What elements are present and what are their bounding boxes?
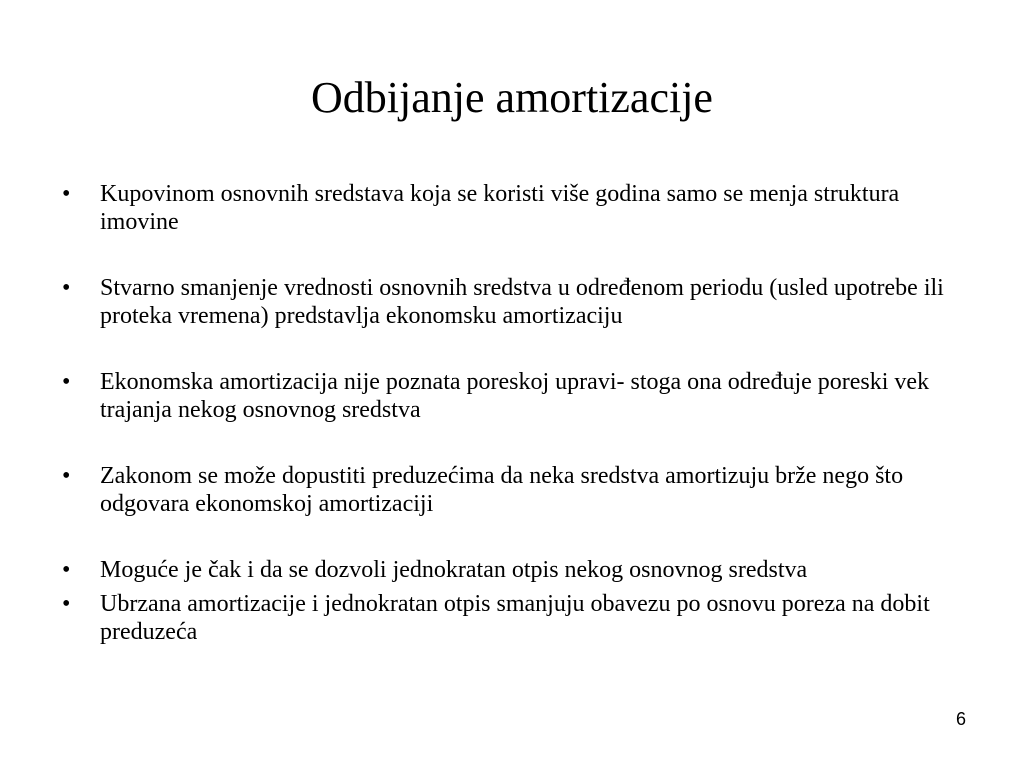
slide-title: Odbijanje amortizacije xyxy=(311,73,713,122)
bullet-text: Zakonom se može dopustiti preduzećima da neka sredstva amortizuju brže nego što odgovara ekonomskoj amortizaciji xyxy=(100,463,904,517)
bullet-list xyxy=(62,180,982,646)
bullet-text: Moguće je čak i da se dozvoli jednokratan otpis nekog osnovnog sredstva xyxy=(100,557,808,583)
bullet-item xyxy=(62,590,982,646)
bullet-icon: • xyxy=(62,557,71,583)
bullet-text: Stvarno smanjenje vrednosti osnovnih sredstva u određenom periodu (usled upotrebe ili proteka vremena) predstavlja ekonomsku amortizaciju xyxy=(100,275,944,329)
page-number: 6 xyxy=(955,709,966,729)
bullet-text: Ubrzana amortizacije i jednokratan otpis smanjuju obavezu po osnovu poreza na dobit preduzeća xyxy=(100,591,930,645)
bullet-icon: • xyxy=(62,275,71,301)
bullet-text: Kupovinom osnovnih sredstava koja se koristi više godina samo se menja struktura imovine xyxy=(100,181,900,235)
bullet-icon: • xyxy=(62,591,71,617)
bullet-item xyxy=(62,180,982,236)
bullet-item xyxy=(62,556,982,584)
bullet-item xyxy=(62,462,982,518)
bullet-icon: • xyxy=(62,181,71,207)
bullet-text: Ekonomska amortizacija nije poznata poreskoj upravi- stoga ona određuje poreski vek trajanja nekog osnovnog sredstva xyxy=(100,369,930,423)
bullet-item xyxy=(62,368,982,424)
bullet-icon: • xyxy=(62,463,71,489)
bullet-item xyxy=(62,274,982,330)
bullet-icon: • xyxy=(62,369,71,395)
